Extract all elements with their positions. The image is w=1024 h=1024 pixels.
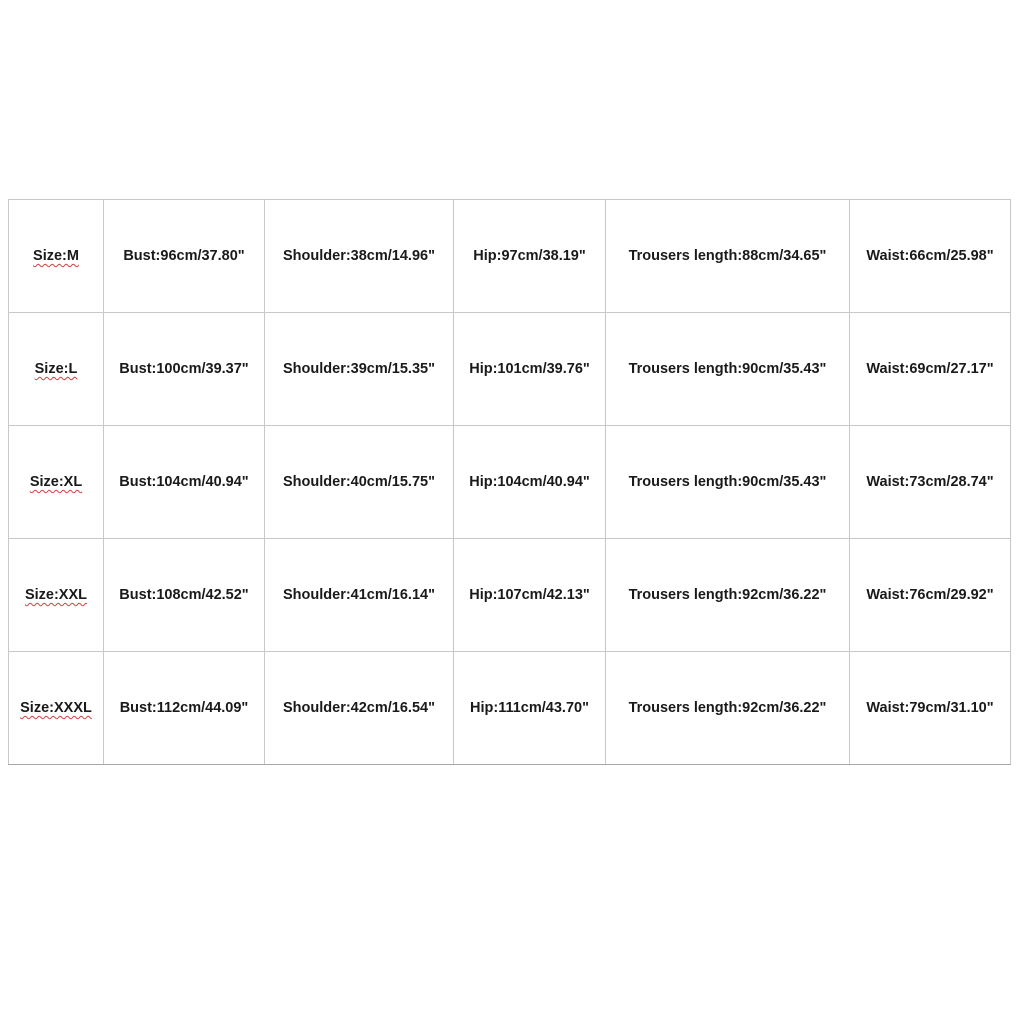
trousers-length-cell: Trousers length:92cm/36.22" bbox=[606, 539, 850, 652]
hip-cell: Hip:97cm/38.19" bbox=[454, 200, 606, 313]
waist-cell: Waist:76cm/29.92" bbox=[850, 539, 1011, 652]
table-row bbox=[9, 539, 1011, 652]
size-cell bbox=[9, 539, 104, 652]
hip-cell: Hip:101cm/39.76" bbox=[454, 313, 606, 426]
waist-cell: Waist:66cm/25.98" bbox=[850, 200, 1011, 313]
trousers-length-cell: Trousers length:92cm/36.22" bbox=[606, 652, 850, 765]
trousers-length-cell: Trousers length:90cm/35.43" bbox=[606, 426, 850, 539]
bust-cell: Bust:104cm/40.94" bbox=[104, 426, 265, 539]
table-row bbox=[9, 313, 1011, 426]
shoulder-cell: Shoulder:42cm/16.54" bbox=[265, 652, 454, 765]
size-cell bbox=[9, 200, 104, 313]
table-row bbox=[9, 652, 1011, 765]
size-label: Size:XXXL bbox=[20, 700, 92, 716]
size-cell bbox=[9, 426, 104, 539]
waist-cell: Waist:73cm/28.74" bbox=[850, 426, 1011, 539]
trousers-length-cell: Trousers length:90cm/35.43" bbox=[606, 313, 850, 426]
shoulder-cell: Shoulder:40cm/15.75" bbox=[265, 426, 454, 539]
table-row bbox=[9, 426, 1011, 539]
trousers-length-cell: Trousers length:88cm/34.65" bbox=[606, 200, 850, 313]
hip-cell: Hip:111cm/43.70" bbox=[454, 652, 606, 765]
size-chart-table bbox=[8, 199, 1011, 765]
shoulder-cell: Shoulder:38cm/14.96" bbox=[265, 200, 454, 313]
waist-cell: Waist:79cm/31.10" bbox=[850, 652, 1011, 765]
size-label: Size:M bbox=[33, 248, 79, 264]
hip-cell: Hip:104cm/40.94" bbox=[454, 426, 606, 539]
shoulder-cell: Shoulder:39cm/15.35" bbox=[265, 313, 454, 426]
table-row bbox=[9, 200, 1011, 313]
size-cell bbox=[9, 652, 104, 765]
bust-cell: Bust:100cm/39.37" bbox=[104, 313, 265, 426]
bust-cell: Bust:108cm/42.52" bbox=[104, 539, 265, 652]
waist-cell: Waist:69cm/27.17" bbox=[850, 313, 1011, 426]
size-cell bbox=[9, 313, 104, 426]
size-label: Size:L bbox=[34, 361, 78, 377]
size-label: Size:XL bbox=[29, 474, 83, 490]
shoulder-cell: Shoulder:41cm/16.14" bbox=[265, 539, 454, 652]
bust-cell: Bust:112cm/44.09" bbox=[104, 652, 265, 765]
hip-cell: Hip:107cm/42.13" bbox=[454, 539, 606, 652]
bust-cell: Bust:96cm/37.80" bbox=[104, 200, 265, 313]
size-label: Size:XXL bbox=[24, 587, 88, 603]
